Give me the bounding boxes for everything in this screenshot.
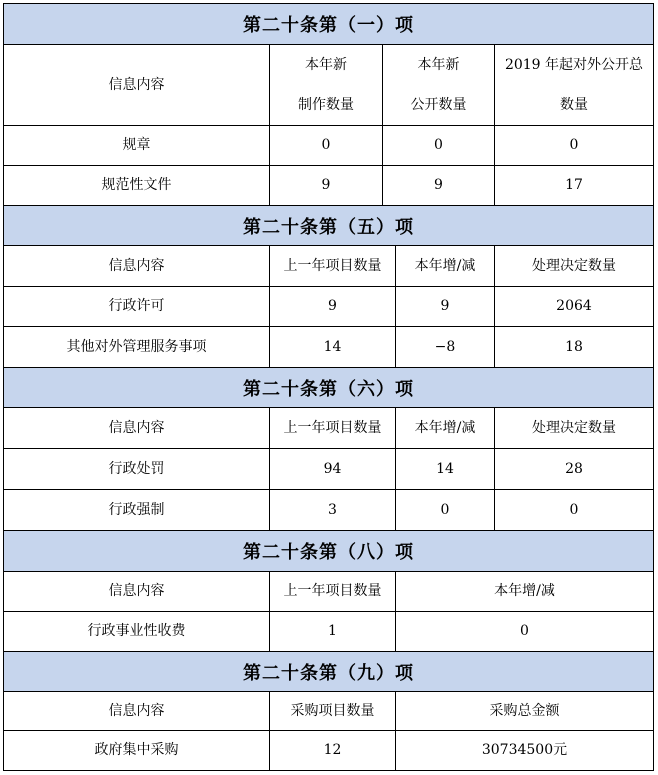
- section-4-header-row: [4, 572, 653, 611]
- cell-value: 9: [395, 287, 494, 326]
- cell-value: 0: [269, 126, 382, 165]
- table-row: [4, 449, 653, 489]
- col-header-info: 信息内容: [108, 76, 165, 93]
- table-row: [4, 126, 653, 165]
- row-label: 规范性文件: [101, 177, 172, 194]
- col-header-decisions: 处理决定数量: [494, 408, 653, 448]
- cell-value: 30734500元: [395, 731, 653, 770]
- col-header-last-year-count: 上一年项目数量: [269, 246, 395, 286]
- section-5-title: 第二十条第（九）项: [4, 652, 653, 691]
- col-header-new-published-line1: 本年新: [417, 57, 460, 73]
- col-header-new-made-line2: 制作数量: [298, 97, 354, 113]
- cell-value: 12: [269, 731, 395, 770]
- cell-value: 0: [494, 490, 653, 530]
- section-2-title: 第二十条第（五）项: [4, 206, 653, 245]
- col-header-procurement-total: 采购总金额: [395, 692, 653, 730]
- col-header-total-published-line1: 2019 年起对外公开总: [504, 57, 644, 73]
- col-header-decisions: 处理决定数量: [494, 246, 653, 286]
- col-header-last-year-count: 上一年项目数量: [269, 572, 395, 611]
- col-header-info: 信息内容: [108, 419, 165, 436]
- cell-value: 14: [395, 449, 494, 489]
- col-header-new-made: [269, 45, 382, 125]
- section-1-title: 第二十条第（一）项: [4, 4, 653, 44]
- table-row: [4, 490, 653, 530]
- cell-value: 18: [494, 327, 653, 367]
- col-header-change: 本年增/减: [395, 246, 494, 286]
- row-label: 行政许可: [108, 298, 165, 315]
- cell-value: 0: [395, 490, 494, 530]
- row-label: 其他对外管理服务事项: [66, 338, 207, 355]
- row-label: 政府集中采购: [94, 742, 179, 759]
- table-row: [4, 612, 653, 651]
- section-1-header-row: [4, 45, 653, 125]
- cell-value: 94: [269, 449, 395, 489]
- section-3-title: 第二十条第（六）项: [4, 368, 653, 407]
- table-row: [4, 287, 653, 326]
- cell-value: 9: [269, 166, 382, 205]
- cell-value: 0: [382, 126, 494, 165]
- col-header-info: 信息内容: [108, 583, 165, 600]
- col-header-new-published-line2: 公开数量: [410, 97, 467, 113]
- cell-value: 2064: [494, 287, 653, 326]
- cell-value: 1: [269, 612, 395, 651]
- col-header-new-made-line1: 本年新: [305, 57, 347, 73]
- cell-value: 0: [494, 126, 653, 165]
- col-header-change: 本年增/减: [395, 572, 653, 611]
- cell-value: 9: [269, 287, 395, 326]
- col-header-total-published-line2: 数量: [560, 97, 588, 113]
- cell-value: 17: [494, 166, 653, 205]
- table-row: [4, 731, 653, 770]
- section-4-title: 第二十条第（八）项: [4, 531, 653, 571]
- col-header-total-published: [494, 45, 653, 125]
- table-row: [4, 327, 653, 367]
- col-header-last-year-count: 上一年项目数量: [269, 408, 395, 448]
- row-label: 规章: [122, 137, 151, 154]
- cell-value: 3: [269, 490, 395, 530]
- col-header-info: 信息内容: [108, 702, 165, 719]
- cell-value: −8: [395, 327, 494, 367]
- cell-value: 14: [269, 327, 395, 367]
- cell-value: 9: [382, 166, 494, 205]
- row-label: 行政强制: [108, 501, 165, 518]
- col-header-info: 信息内容: [108, 257, 165, 274]
- table-row: [4, 166, 653, 205]
- col-header-new-published: [382, 45, 494, 125]
- row-label: 行政事业性收费: [87, 623, 186, 640]
- row-label: 行政处罚: [108, 460, 165, 477]
- section-2-header-row: [4, 246, 653, 286]
- cell-value: 28: [494, 449, 653, 489]
- section-5-header-row: [4, 692, 653, 730]
- section-3-header-row: [4, 408, 653, 448]
- col-header-change: 本年增/减: [395, 408, 494, 448]
- cell-value: 0: [395, 612, 653, 651]
- disclosure-table: [3, 3, 654, 771]
- col-header-procurement-count: 采购项目数量: [269, 692, 395, 730]
